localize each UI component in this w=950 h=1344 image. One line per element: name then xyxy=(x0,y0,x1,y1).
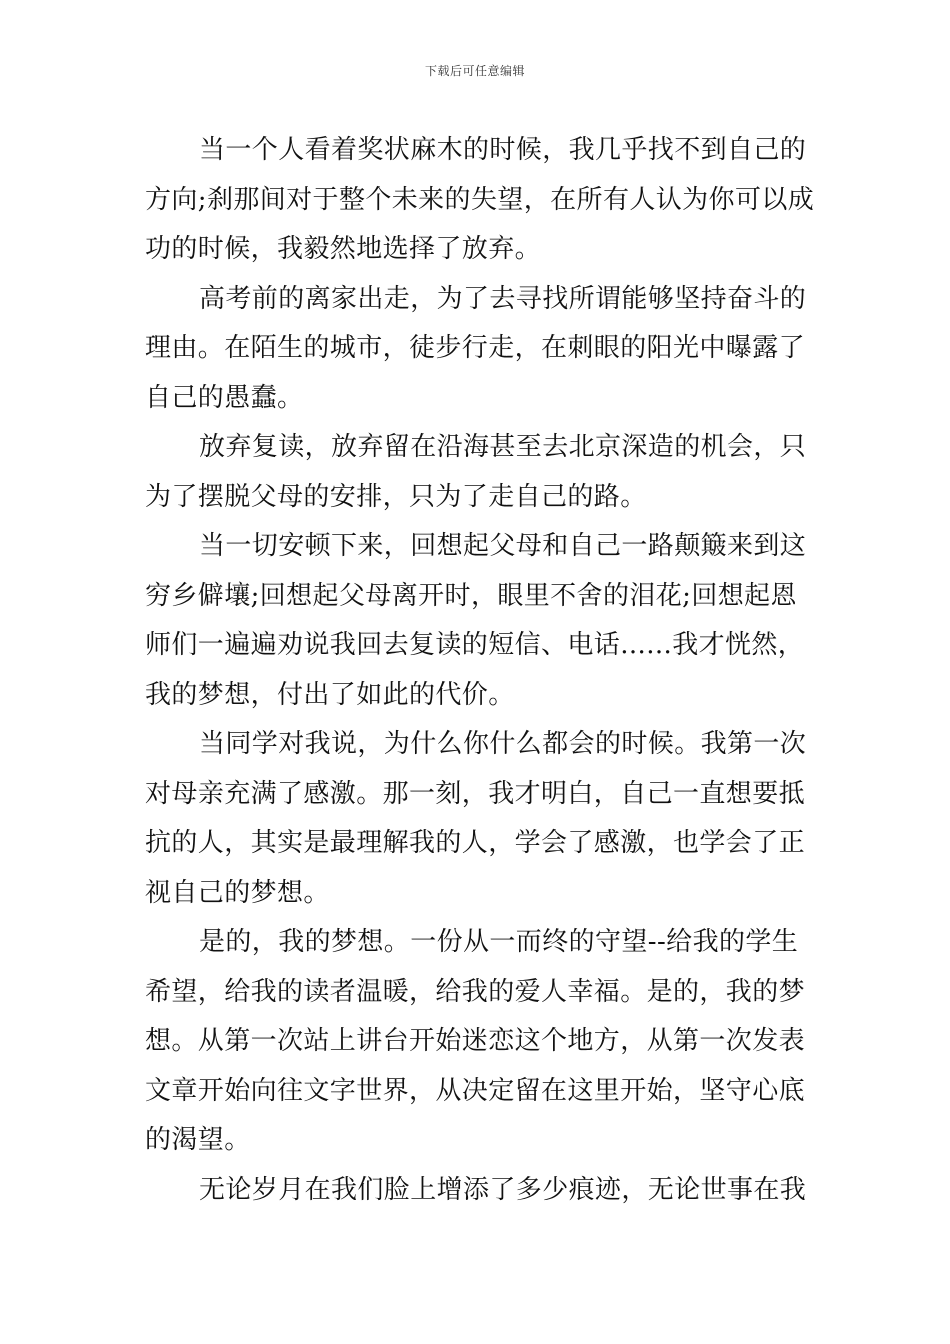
text-line: 的渴望。 xyxy=(145,1125,251,1155)
text-line: 视自己的梦想。 xyxy=(145,877,330,908)
text-line: 抗的人，其实是最理解我的人，学会了感激，也学会了正 xyxy=(145,828,806,858)
text-line: 文章开始向往文字世界，从决定留在这里开始，坚守心底 xyxy=(145,1075,806,1106)
text-line: 对母亲充满了感激。那一刻，我才明白，自己一直想要抵 xyxy=(145,778,806,809)
text-line: 当一切安顿下来，回想起父母和自己一路颠簸来到这 xyxy=(199,531,807,561)
text-line: 当一个人看着奖状麻木的时候，我几乎找不到自己的 xyxy=(199,135,807,165)
paragraph-4 xyxy=(145,522,810,720)
paragraph-3 xyxy=(145,423,810,522)
text-line: 希望，给我的读者温暖，给我的爱人幸福。是的，我的梦 xyxy=(145,976,806,1007)
text-line: 功的时候，我毅然地选择了放弃。 xyxy=(145,234,542,264)
paragraph-2 xyxy=(145,275,810,424)
text-line: 放弃复读，放弃留在沿海甚至去北京深造的机会，只 xyxy=(199,432,807,462)
text-line: 高考前的离家出走，为了去寻找所谓能够坚持奋斗的 xyxy=(199,283,807,314)
text-line: 理由。在陌生的城市，徒步行走，在刺眼的阳光中曝露了 xyxy=(145,333,806,363)
text-line: 师们一遍遍劝说我回去复读的短信、电话......我才恍然， xyxy=(145,630,805,660)
text-line: 无论岁月在我们脸上增添了多少痕迹，无论世事在我 xyxy=(199,1174,807,1205)
text-line: 方向;刹那间对于整个未来的失望，在所有人认为你可以成 xyxy=(145,184,815,215)
text-line: 当同学对我说，为什么你什么都会的时候。我第一次 xyxy=(199,729,807,759)
text-line: 为了摆脱父母的安排，只为了走自己的路。 xyxy=(145,481,647,512)
text-line: 是的，我的梦想。一份从一而终的守望--给我的学生 xyxy=(199,927,799,957)
text-line: 想。从第一次站上讲台开始迷恋这个地方，从第一次发表 xyxy=(145,1026,806,1056)
text-line: 自己的愚蠢。 xyxy=(145,382,304,413)
paragraph-7 xyxy=(145,1166,810,1216)
text-line: 穷乡僻壤;回想起父母离开时，眼里不舍的泪花;回想起恩 xyxy=(145,580,797,611)
page-header: 下载后可任意编辑 xyxy=(424,64,525,78)
paragraph-6 xyxy=(145,918,810,1166)
document-body xyxy=(145,126,815,1215)
text-line: 我的梦想，付出了如此的代价。 xyxy=(145,679,515,710)
paragraph-5 xyxy=(145,720,810,918)
paragraph-1 xyxy=(145,126,815,275)
